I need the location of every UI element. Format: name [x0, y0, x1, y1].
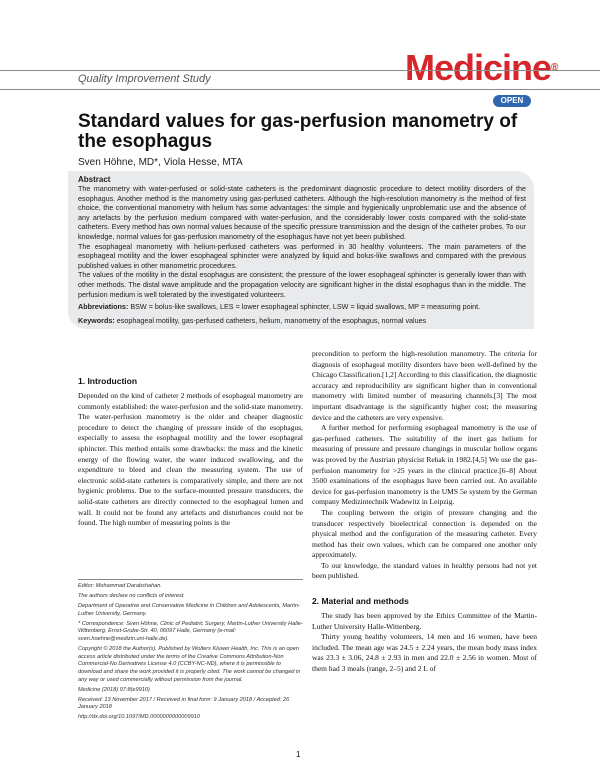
- footnote-affiliation: Department of Operative and Conservative Medicine in Children and Adolescents, Martin-Luther University, Germany.: [78, 603, 300, 617]
- introduction-paragraph-3: A further method for performing esophageal manometry is the use of gas-perfused catheters. The suitability of the inert gas helium for measuring of pressure and pressure changings in muscular hollow organs was proved by the Austrian physicist Rehak in 1982.[4,5] We use the gas-perfusion manometry for >25 years in the clinical practice.[6–8] About 3500 examinations of the esophagus have been carried out. An available device for gas-perfusion manometry is the UMS 5e system by the German company Medizintechnik Wadewitz in Leipzig.: [312, 423, 537, 507]
- page-number: 1: [296, 750, 301, 759]
- methods-paragraph-1: The study has been approved by the Ethics Committee of the Martin-Luther University Halle-Wittenberg.: [312, 611, 537, 631]
- keywords-text: esophageal motility, gas-perfused catheters, helium, manometry of the esophagus, normal values: [116, 315, 427, 325]
- footnote-copyright: Copyright © 2018 the Author(s). Published by Wolters Kluwer Health, Inc. This is an open access article distributed under the terms of the Creative Commons Attribution-Non Commercial-No Derivatives License 4.0 (CCBY-NC-ND), where it is permissible to download and share the work provided it is properly cited. The work cannot be changed in any way or used commercially without permission from the journal.: [78, 646, 301, 683]
- abstract-heading: Abstract: [78, 175, 111, 184]
- abbreviations-label: Abbreviations:: [78, 302, 129, 312]
- article-title: Standard values for gas-perfusion manometry of the esophagus: [78, 111, 518, 152]
- article-authors: Sven Höhne, MD*, Viola Hesse, MTA: [78, 157, 243, 168]
- keywords-label: Keywords:: [78, 315, 115, 325]
- journal-header: [0, 0, 600, 110]
- journal-logo: Medicine®: [405, 47, 558, 88]
- right-column: [312, 349, 537, 675]
- introduction-paragraph-5: To our knowledge, the standard values in healthy persons had not yet been published.: [312, 560, 537, 581]
- footnote-conflicts: The authors declare no conflicts of interest.: [78, 593, 185, 600]
- introduction-paragraph-1: Depended on the kind of catheter 2 methods of esophageal manometry are commonly established: the water-perfusion and the solid-state manometry. The water-perfusion manometry is the older and cheaper diagnostic procedure to detect the changing of pressure inside of the esophagus, especially to assess the esophageal motility and the lower esophageal sphincter. This method entails some drawbacks: the mass and the kinetic energy of the flowing water, the water induced swallowing, and the expenditure to bleed and clean the measuring system. The use of electronic solid-state catheters is comparatively simple, and there are not hygienic problems. Due to the surface-mounted pressure transducers, the solid-state catheters are directly connected to the esophageal lumen and wall. It could not be found any artefacts and disturbances could not be found. The high number of measuring points is the: [78, 391, 303, 528]
- footnote-correspondence: * Correspondence: Sven Höhne, Clinic of Pediatric Surgery, Martin-Luther University Halle-Wittenberg, Ernst-Grube-Str. 40, 06097 Halle, Germany (e-mail: sven.hoehne@medizin.uni-halle.de).: [78, 620, 303, 643]
- section-heading-methods: 2. Material and methods: [312, 596, 409, 607]
- footnote-dates: Received: 13 November 2017 / Received in final form: 9 January 2018 / Accepted: 26 January 2018: [78, 696, 290, 711]
- footnotes: [78, 579, 303, 725]
- introduction-paragraph-4: The coupling between the origin of pressure changing and the transducer respectively bioelectrical connection is depended on the physical method and the configuration of the measuring catheter. Every method has their own values, which can be compared one another only approximately.: [312, 507, 537, 560]
- footnote-citation: Medicine (2018) 97:8(e9910): [78, 686, 150, 693]
- abbreviations-text: BSW = bolus-like swallows, LES = lower esophageal sphincter, LSW = liquid swallows, MP = measuring point.: [130, 302, 481, 312]
- abbreviations: [78, 302, 526, 312]
- abstract-paragraph-3: The values of the motility in the distal esophagus are consistent; the pressure of the lower esophageal sphincter is generally lower than with other methods. The distal wave amplitude and the propagation velocity are significant higher in the distal esophagus than in the middle. The perfusion medium is well tolerated by the investigated volunteers.: [78, 270, 526, 299]
- methods-paragraph-2: Thirty young healthy volunteers, 14 men and 16 women, have been included. The mean age was 24.5 ± 2.24 years, the mean body mass index was 23.3 ± 3.06, 24.8 ± 2.93 in men and 22.0 ± 2.56 in women. Most of them had 3 meals (range, 2–5) and 2 L of: [312, 632, 537, 674]
- abstract-box: [68, 171, 534, 329]
- footnote-doi[interactable]: http://dx.doi.org/10.1097/MD.0000000000009910: [78, 714, 200, 721]
- section-heading-introduction: 1. Introduction: [78, 376, 138, 386]
- abstract-paragraph-2: The esophageal manometry with helium-perfused catheters was performed in 30 healthy volunteers. The main parameters of the esophageal motility and the lower esophageal sphincter were analyzed by liquid and bolus-like swallows and compared with the previous published values in other manometric procedures.: [78, 241, 526, 270]
- footnote-editor: Editor: Mohammad Darabshahan.: [78, 583, 162, 589]
- keywords: [78, 316, 526, 326]
- introduction-paragraph-2: precondition to perform the high-resolution manometry. The criteria for diagnosis of esophageal motility disorders have been well-defined by the Chicago Classification.[1,2] According to this classification, the diagnostic accuracy and reproducibility are significant higher than in conventional manometry with limited number of measuring channels.[3] The most important disadvantage is the significantly higher cost; the measuring device and the catheters are very expensive.: [312, 349, 537, 422]
- abstract-paragraph-1: The manometry with water-perfused or solid-state catheters is the predominant diagnostic procedure to detect motility disorders of the esophagus. Another method is the manometry using gas-perfused catheters. Although the high-resolution manometry is the method of first choice, the conventional manometry with helium has some advantages: the simple and hygienically unproblematic use and the absence of any artefacts by the perfusion medium compared with water-perfusion, and the considerably lower costs compared with the solid-state catheters. Every method has own normal values because of the specific pressure transmission and the design of the catheter probes. To our knowledge, normal values for gas-perfusion manometry of the esophagus have not yet been published.: [78, 184, 526, 241]
- article-type-label: Quality Improvement Study: [78, 73, 211, 85]
- article-type-bar: [0, 70, 600, 90]
- left-column: [78, 376, 303, 529]
- open-access-badge: OPEN: [493, 95, 531, 107]
